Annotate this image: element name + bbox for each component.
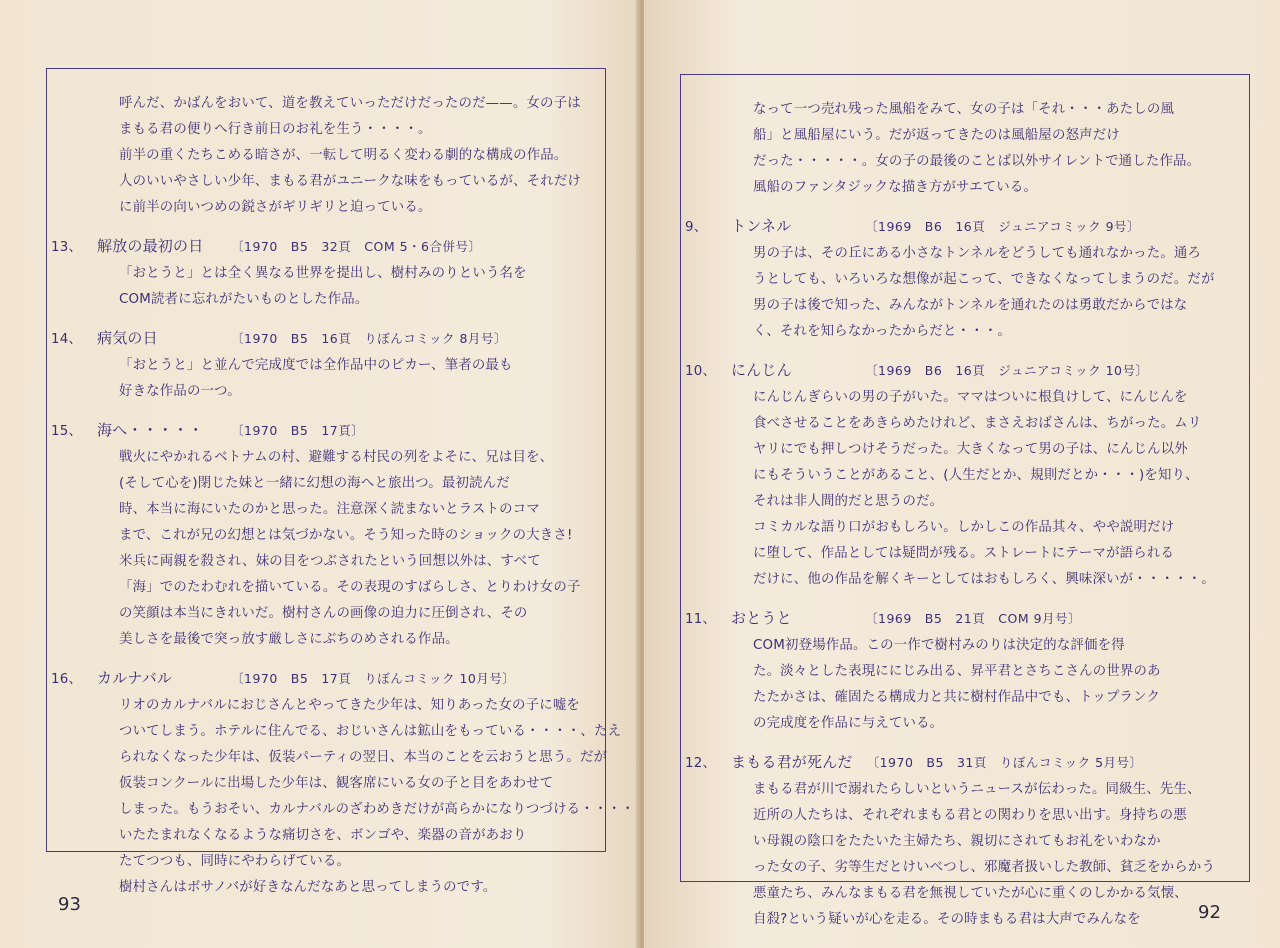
entry-text-line: COM初登場作品。この一作で樹村みのりは決定的な評価を得 bbox=[753, 638, 1125, 653]
entry-text-line: ついてしまう。ホテルに住んでる、おじいさんは鉱山をもっている・・・・、たえ bbox=[119, 724, 622, 739]
work-entry bbox=[47, 417, 605, 653]
entry-text-line: の笑顔は本当にきれいだ。樹村さんの画像の迫力に圧倒され、その bbox=[119, 606, 528, 621]
continued-text-line: 前半の重くたちこめる暗さが、一転して明るく変わる劇的な構成の作品。 bbox=[119, 148, 568, 163]
continued-text-line: なって一つ売れ残った風船をみて、女の子は「それ・・・あたしの風 bbox=[753, 102, 1175, 117]
entry-title: 病気の日 bbox=[97, 329, 158, 347]
entry-text-line: 時、本当に海にいたのかと思った。注意深く読まないとラストのコマ bbox=[119, 502, 540, 517]
right-manuscript-text bbox=[681, 97, 1249, 933]
work-entry bbox=[47, 325, 605, 405]
continued-text-line: 船」と風船屋にいう。だが返ってきたのは風船屋の怒声だけ bbox=[753, 128, 1120, 143]
entry-text-line: たてつつも、同時にやわらげている。 bbox=[119, 854, 351, 869]
entry-text-line: 米兵に両親を殺され、妹の目をつぶされたという回想以外は、すべて bbox=[119, 554, 541, 569]
entry-text-line: いたたまれなくなるような痛切さを、ボンゴや、楽器の音があおり bbox=[119, 828, 527, 843]
entry-number: 12、 bbox=[685, 756, 717, 771]
work-entry bbox=[681, 213, 1249, 345]
work-entry bbox=[47, 233, 605, 313]
entry-publication-info: 〔1969 B5 21頁 COM 9月号〕 bbox=[865, 611, 1082, 626]
entry-text-line: 仮装コンクールに出場した少年は、観客席にいる女の子と目をあわせて bbox=[119, 776, 554, 791]
left-page-frame bbox=[46, 68, 635, 895]
entry-publication-info: 〔1969 B6 16頁 ジュニアコミック 9号〕 bbox=[865, 219, 1141, 234]
entry-spacer bbox=[681, 737, 1249, 749]
entry-title: 解放の最初の日 bbox=[97, 237, 204, 255]
entry-heading bbox=[47, 417, 605, 445]
work-entry bbox=[681, 749, 1249, 933]
entry-text-line: 男の子は後で知った、みんながトンネルを通れたのは勇敢だからではな bbox=[753, 298, 1188, 313]
entry-text-line: い母親の陰口をたたいた主婦たち、親切にされてもお礼をいわなか bbox=[753, 834, 1161, 849]
entry-text-line: の完成度を作品に与えている。 bbox=[753, 716, 944, 731]
entry-text-line: うとしても、いろいろな想像が起こって、できなくなってしまうのだ。だが bbox=[753, 272, 1215, 287]
entry-text-line: たたかさは、確固たる構成力と共に樹村作品中でも、トップランク bbox=[753, 690, 1161, 705]
entry-text-line: COM読者に忘れがたいものとした作品。 bbox=[119, 292, 369, 307]
entry-publication-info: 〔1970 B5 31頁 りぼんコミック 5月号〕 bbox=[866, 755, 1143, 770]
continued-text-line: だった・・・・・。女の子の最後のことば以外サイレントで通した作品。 bbox=[753, 154, 1201, 169]
entry-text-line: (そして心を)閉じた妹と一緒に幻想の海へと旅出つ。最初読んだ bbox=[119, 476, 510, 491]
entry-text-line: にもそういうことがあること、(人生だとか、規則だとか・・・)を知り、 bbox=[753, 468, 1199, 483]
entry-text-line: られなくなった少年は、仮装パーティの翌日、本当のことを云おうと思う。だが bbox=[119, 750, 608, 765]
entry-text-line: 食べさせることをあきらめたけれど、まさえおばさんは、ちがった。ムリ bbox=[753, 416, 1202, 431]
entry-spacer bbox=[681, 201, 1249, 213]
entry-text-line: にんじんぎらいの男の子がいた。ママはついに根負けして、にんじんを bbox=[753, 390, 1188, 405]
entry-text-line: まで、これが兄の幻想とは気づかない。そう知った時のショックの大きさ! bbox=[119, 528, 573, 543]
entry-text-line: 「おとうと」とは全く異なる世界を提出し、樹村みのりという名を bbox=[119, 266, 527, 281]
entry-text-line: 「おとうと」と並んで完成度では全作品中のピカー、筆者の最も bbox=[119, 358, 513, 373]
work-entry bbox=[47, 665, 635, 901]
entry-text-line: ヤリにでも押しつけそうだった。大きくなって男の子は、にんじん以外 bbox=[753, 442, 1188, 457]
entry-text-line: く、それを知らなかったからだと・・・。 bbox=[753, 324, 1011, 339]
entry-text-line: しまった。もうおそい、カルナバルのざわめきだけが高らかになりつづける・・・・ bbox=[119, 802, 635, 817]
entry-title: カルナバル bbox=[97, 669, 173, 687]
entry-number: 14、 bbox=[51, 332, 83, 347]
entry-heading bbox=[47, 233, 605, 261]
page-number-right: 92 bbox=[1198, 902, 1221, 923]
entry-publication-info: 〔1970 B5 32頁 COM 5・6合併号〕 bbox=[231, 239, 482, 254]
entry-title: おとうと bbox=[731, 609, 792, 627]
entry-heading bbox=[47, 325, 605, 353]
entry-text-line: 美しさを最後で突っ放す厳しさにぶちのめされる作品。 bbox=[119, 632, 459, 647]
entry-text-line: 男の子は、その丘にある小さなトンネルをどうしても通れなかった。通ろ bbox=[753, 246, 1202, 261]
page-number-left: 93 bbox=[58, 894, 81, 915]
entry-text-line: た。淡々とした表現ににじみ出る、昇平君とさちこさんの世界のあ bbox=[753, 664, 1161, 679]
entry-spacer bbox=[47, 313, 605, 325]
continued-text-line: 呼んだ、かばんをおいて、道を教えていっただけだったのだ——。女の子は bbox=[119, 96, 581, 111]
entry-title: にんじん bbox=[731, 361, 792, 379]
entry-publication-info: 〔1970 B5 16頁 りぼんコミック 8月号〕 bbox=[231, 331, 507, 346]
entry-heading bbox=[681, 749, 1249, 777]
entry-number: 11、 bbox=[685, 612, 717, 627]
entry-number: 15、 bbox=[51, 424, 83, 439]
entry-number: 9、 bbox=[685, 220, 708, 235]
work-entry bbox=[681, 605, 1249, 737]
entry-text-line: 戦火にやかれるベトナムの村、避難する村民の列をよそに、兄は目を、 bbox=[119, 450, 554, 465]
entry-number: 10、 bbox=[685, 364, 717, 379]
work-entry bbox=[681, 357, 1249, 593]
continued-text-line: まもる君の便りへ行き前日のお礼を生う・・・・。 bbox=[119, 122, 432, 137]
left-manuscript-text bbox=[47, 91, 635, 901]
entry-text-line: だけに、他の作品を解くキーとしてはおもしろく、興味深いが・・・・・。 bbox=[753, 572, 1215, 587]
continued-text-line: に前半の向いつめの鋭さがギリギリと迫っている。 bbox=[119, 200, 432, 215]
entry-spacer bbox=[681, 345, 1249, 357]
entry-text-line: 「海」でのたわむれを描いている。その表現のすばらしさ、とりわけ女の子 bbox=[119, 580, 581, 595]
entry-text-line: に堕して、作品としては疑問が残る。ストレートにテーマが語られる bbox=[753, 546, 1175, 561]
entry-spacer bbox=[47, 221, 605, 233]
entry-number: 16、 bbox=[51, 672, 83, 687]
entry-text-line: 近所の人たちは、それぞれまもる君との関わりを思い出す。身持ちの悪 bbox=[753, 808, 1187, 823]
entry-text-line: 好きな作品の一つ。 bbox=[119, 384, 241, 399]
entry-text-line: リオのカルナバルにおじさんとやってきた少年は、知りあった女の子に嘘を bbox=[119, 698, 581, 713]
entry-spacer bbox=[47, 653, 605, 665]
entry-heading bbox=[681, 213, 1249, 241]
entry-publication-info: 〔1970 B5 17頁 りぼんコミック 10月号〕 bbox=[231, 671, 516, 686]
entry-title: トンネル bbox=[731, 217, 792, 235]
entry-text-line: まもる君が川で溺れたらしいというニュースが伝わった。同級生、先生、 bbox=[753, 782, 1201, 797]
right-page bbox=[644, 0, 1280, 948]
entry-spacer bbox=[681, 593, 1249, 605]
entry-text-line: それは非人間的だと思うのだ。 bbox=[753, 494, 944, 509]
entry-text-line: 樹村さんはボサノバが好きなんだなあと思ってしまうのです。 bbox=[119, 880, 497, 895]
entry-text-line: った女の子、劣等生だとけいべつし、邪魔者扱いした教師、貧乏をからかう bbox=[753, 860, 1216, 875]
entry-heading bbox=[681, 357, 1249, 385]
entry-number: 13、 bbox=[51, 240, 83, 255]
entry-text-line: コミカルな語り口がおもしろい。しかしこの作品其々、やや説明だけ bbox=[753, 520, 1175, 535]
entry-publication-info: 〔1970 B5 17頁〕 bbox=[231, 423, 365, 438]
entry-text-line: 悪童たち、みんなまもる君を無視していたが心に重くのしかかる気懐、 bbox=[753, 886, 1188, 901]
continued-text-line: 人のいいやさしい少年、まもる君がユニークな味をもっているが、それだけ bbox=[119, 174, 582, 189]
entry-publication-info: 〔1969 B6 16頁 ジュニアコミック 10号〕 bbox=[865, 363, 1149, 378]
entry-title: 海へ・・・・・ bbox=[97, 421, 204, 439]
continued-text-line: 風船のファンタジックな描き方がサエている。 bbox=[753, 180, 1038, 195]
entry-text-line: 自殺?という疑いが心を走る。その時まもる君は大声でみんなを bbox=[753, 912, 1141, 927]
entry-spacer bbox=[47, 405, 605, 417]
entry-title: まもる君が死んだ bbox=[731, 753, 853, 771]
entry-heading bbox=[681, 605, 1249, 633]
entry-heading bbox=[47, 665, 605, 693]
